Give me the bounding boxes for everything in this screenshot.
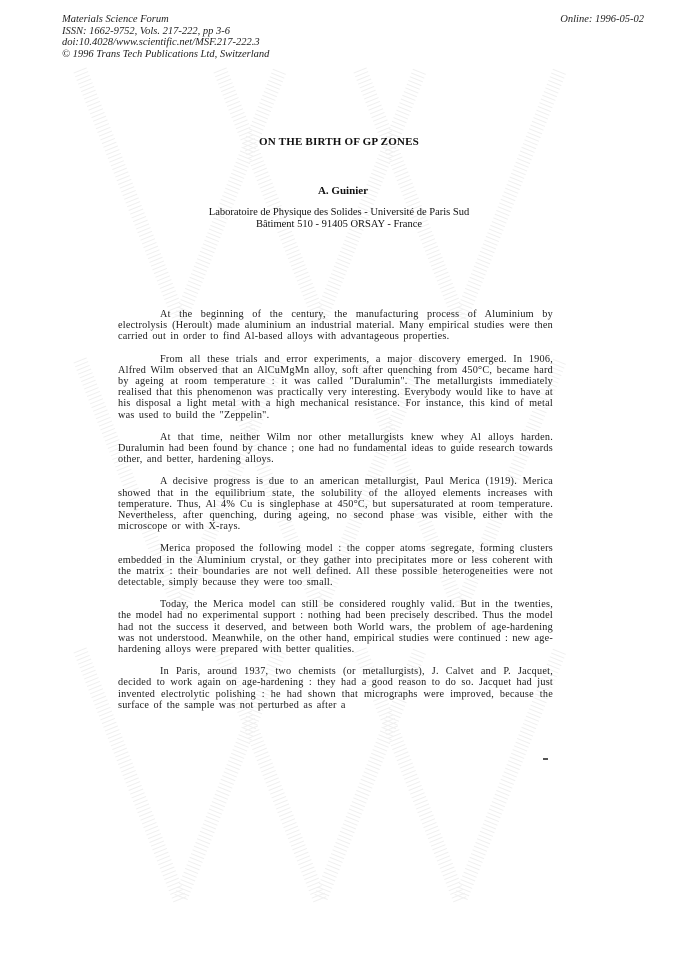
paragraph-7: In Paris, around 1937, two chemists (or metallurgists), J. Calvet and P. Jacquet, decided to work again on age-hardening : they had a good reason to do so. Jacquet had just invented electrolytic polishing : he had shown that micrographs were improved, because the surface of the sample was not perturbed as after a [118, 666, 553, 711]
paragraph-6: Today, the Merica model can still be considered roughly valid. But in the twenties, the model had no experimental support : nothing had been precisely described. Thus the model had not the success it deserved, and between both World wars, the problem of age-hardening was not understood. Meanwhile, on the other hand, empirical studies were continued : new age-hardening alloys were prepared with better qualities. [118, 599, 553, 656]
copyright-notice: © 1996 Trans Tech Publications Ltd, Switzerland [62, 48, 270, 60]
article-body [118, 309, 553, 722]
online-date: Online: 1996-05-02 [560, 14, 644, 25]
journal-citation-header [62, 14, 269, 60]
scan-artifact-mark [543, 758, 548, 760]
journal-name: Materials Science Forum [62, 14, 169, 25]
author-name: A. Guinier [317, 185, 369, 197]
doi-link[interactable]: doi:10.4028/www.scientific.net/MSF.217-222.3 [62, 37, 260, 48]
paragraph-1: At the beginning of the century, the manufacturing process of Aluminium by electrolysis (Heroult) made aluminium an industrial material. Many empirical studies were then carried out in order to find Al-based alloys with advantageous properties. [118, 309, 553, 343]
author-affiliation [0, 207, 678, 230]
paragraph-3: At that time, neither Wilm nor other metallurgists knew whey Al alloys harden. Duralumin had been found by chance ; one had no fundamental ideas to guide research towards other, and better, hardening alloys. [118, 431, 553, 466]
article-title: ON THE BIRTH OF GP ZONES [259, 136, 419, 148]
issn-volume-pages: ISSN: 1662-9752, Vols. 217-222, pp 3-6 [62, 25, 230, 37]
affiliation-line-1: Laboratoire de Physique des Solides - Université de Paris Sud [208, 207, 470, 218]
paragraph-5: Merica proposed the following model : the copper atoms segregate, forming clusters embedded in the Aluminium crystal, or they gather into precipitates more or less coherent with the matrix : their boundaries are not well defined. All these possible heterogeneities were not detectable, simply because they were too small. [118, 543, 553, 589]
paragraph-2: From all these trials and error experiments, a major discovery emerged. In 1906, Alfred Wilm observed that an AlCuMgMn alloy, soft after quenching from 450°C, became hard by ageing at room temperature : it was called "Duralumin". The metallurgists immediately realised that this phenomenon was practically very interesting. Everybody would like to have at his disposal a light metal with a high mechanical resistance. For instance, this kind of metal was used to build the "Zeppelin". [118, 353, 553, 421]
affiliation-line-2: Bâtiment 510 - 91405 ORSAY - France [255, 218, 423, 230]
paragraph-4: A decisive progress is due to an american metallurgist, Paul Merica (1919). Merica showed that in the equilibrium state, the solubility of the alloyed elements increases with temperature. Thus, Al 4% Cu is singlephase at 450°C, but supersaturated at room temperature. Nevertheless, after quenching, during ageing, no second phase was visible, either with the microscope or with X-rays. [118, 476, 553, 533]
